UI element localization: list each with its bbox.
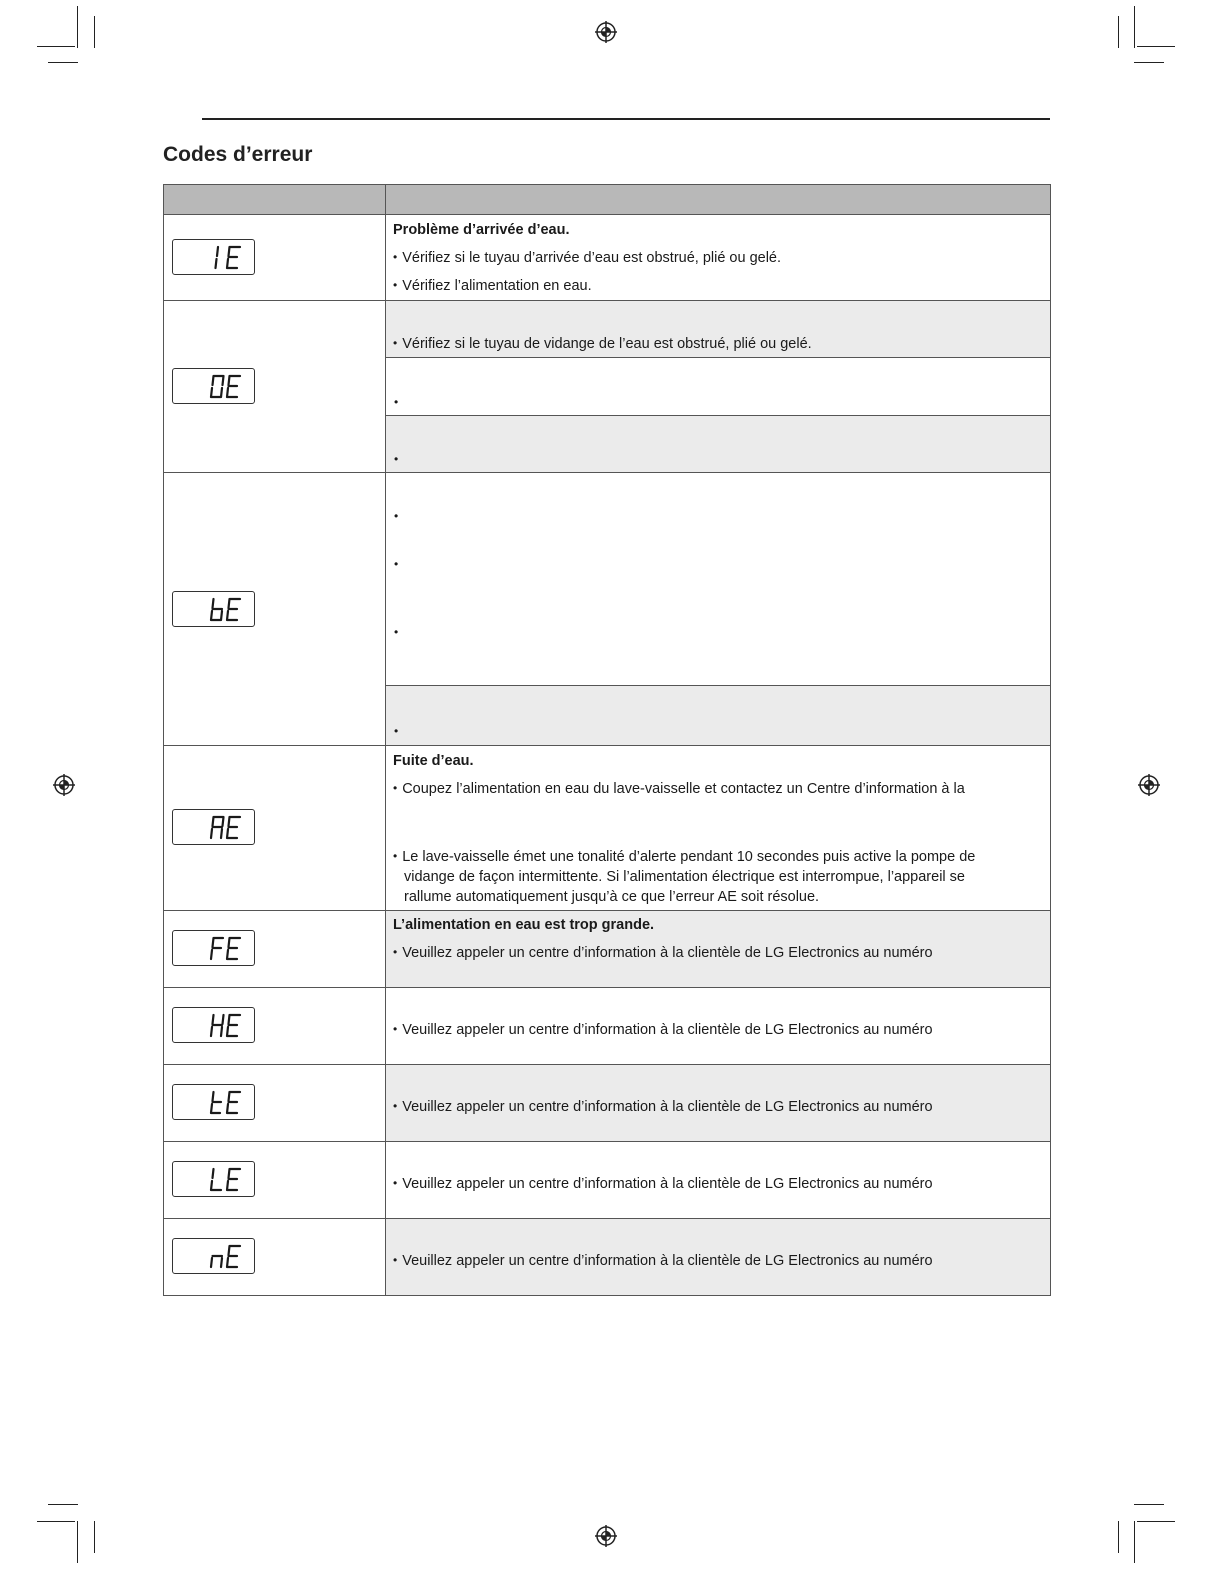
lcd-code-fe-icon bbox=[208, 935, 244, 962]
error-code-display bbox=[172, 368, 255, 404]
row-bullet-continuation: rallume automatiquement jusqu’à ce que l’erreur AE soit résolue. bbox=[404, 889, 820, 905]
registration-mark-icon bbox=[52, 773, 76, 797]
lcd-code-ne-icon bbox=[208, 1243, 244, 1270]
lcd-code-ae-icon bbox=[208, 814, 244, 841]
row-bullet: • Coupez l’alimentation en eau du lave-vaisselle et contactez un Centre d’information à la bbox=[393, 779, 965, 799]
header-rule bbox=[202, 118, 1050, 120]
lcd-code-he-icon bbox=[208, 1012, 244, 1039]
row-bullet: • Veuillez appeler un centre d’information à la clientèle de LG Electronics au numéro bbox=[393, 1251, 933, 1271]
error-code-display bbox=[172, 1161, 255, 1197]
lcd-code-te-icon bbox=[208, 1089, 244, 1116]
error-code-display bbox=[172, 239, 255, 275]
row-bullet-continuation: vidange de façon intermittente. Si l’alimentation électrique est interrompue, l’appareil se bbox=[404, 869, 965, 885]
error-code-display bbox=[172, 1084, 255, 1120]
row-bullet: • Veuillez appeler un centre d’information à la clientèle de LG Electronics au numéro bbox=[393, 1020, 933, 1040]
row-bullet: • Le lave-vaisselle émet une tonalité d’alerte pendant 10 secondes puis active la pompe de bbox=[393, 847, 975, 867]
registration-mark-icon bbox=[594, 20, 618, 44]
bullet-marker: • bbox=[394, 557, 399, 571]
bullet-marker: • bbox=[394, 625, 399, 639]
row-bullet: • Veuillez appeler un centre d’information à la clientèle de LG Electronics au numéro bbox=[393, 1097, 933, 1117]
lcd-code-be-icon bbox=[208, 596, 244, 623]
error-code-display bbox=[172, 1007, 255, 1043]
bullet-marker: • bbox=[394, 724, 399, 738]
row-bullet: • Veuillez appeler un centre d’information à la clientèle de LG Electronics au numéro bbox=[393, 1174, 933, 1194]
lcd-code-le-icon bbox=[208, 1166, 244, 1193]
row-bullet: • Vérifiez l’alimentation en eau. bbox=[393, 276, 592, 296]
lcd-code-ie-icon bbox=[208, 244, 244, 271]
row-bullet: • Vérifiez si le tuyau de vidange de l’eau est obstrué, plié ou gelé. bbox=[393, 334, 812, 354]
page-title: Codes d’erreur bbox=[163, 143, 313, 166]
row-bullet: • Veuillez appeler un centre d’information à la clientèle de LG Electronics au numéro bbox=[393, 943, 933, 963]
bullet-marker: • bbox=[394, 509, 399, 523]
error-code-display bbox=[172, 930, 255, 966]
registration-mark-icon bbox=[1137, 773, 1161, 797]
lcd-code-oe-icon bbox=[208, 373, 244, 400]
error-code-display bbox=[172, 1238, 255, 1274]
bullet-marker: • bbox=[394, 395, 399, 409]
row-bullet: • Vérifiez si le tuyau d’arrivée d’eau est obstrué, plié ou gelé. bbox=[393, 248, 781, 268]
error-code-display bbox=[172, 809, 255, 845]
row-heading: Problème d’arrivée d’eau. bbox=[393, 222, 570, 238]
error-code-display bbox=[172, 591, 255, 627]
svg-text:IE: IE bbox=[208, 244, 209, 245]
row-heading: Fuite d’eau. bbox=[393, 753, 474, 769]
registration-mark-icon bbox=[594, 1524, 618, 1548]
row-heading: L’alimentation en eau est trop grande. bbox=[393, 917, 655, 933]
bullet-marker: • bbox=[394, 452, 399, 466]
